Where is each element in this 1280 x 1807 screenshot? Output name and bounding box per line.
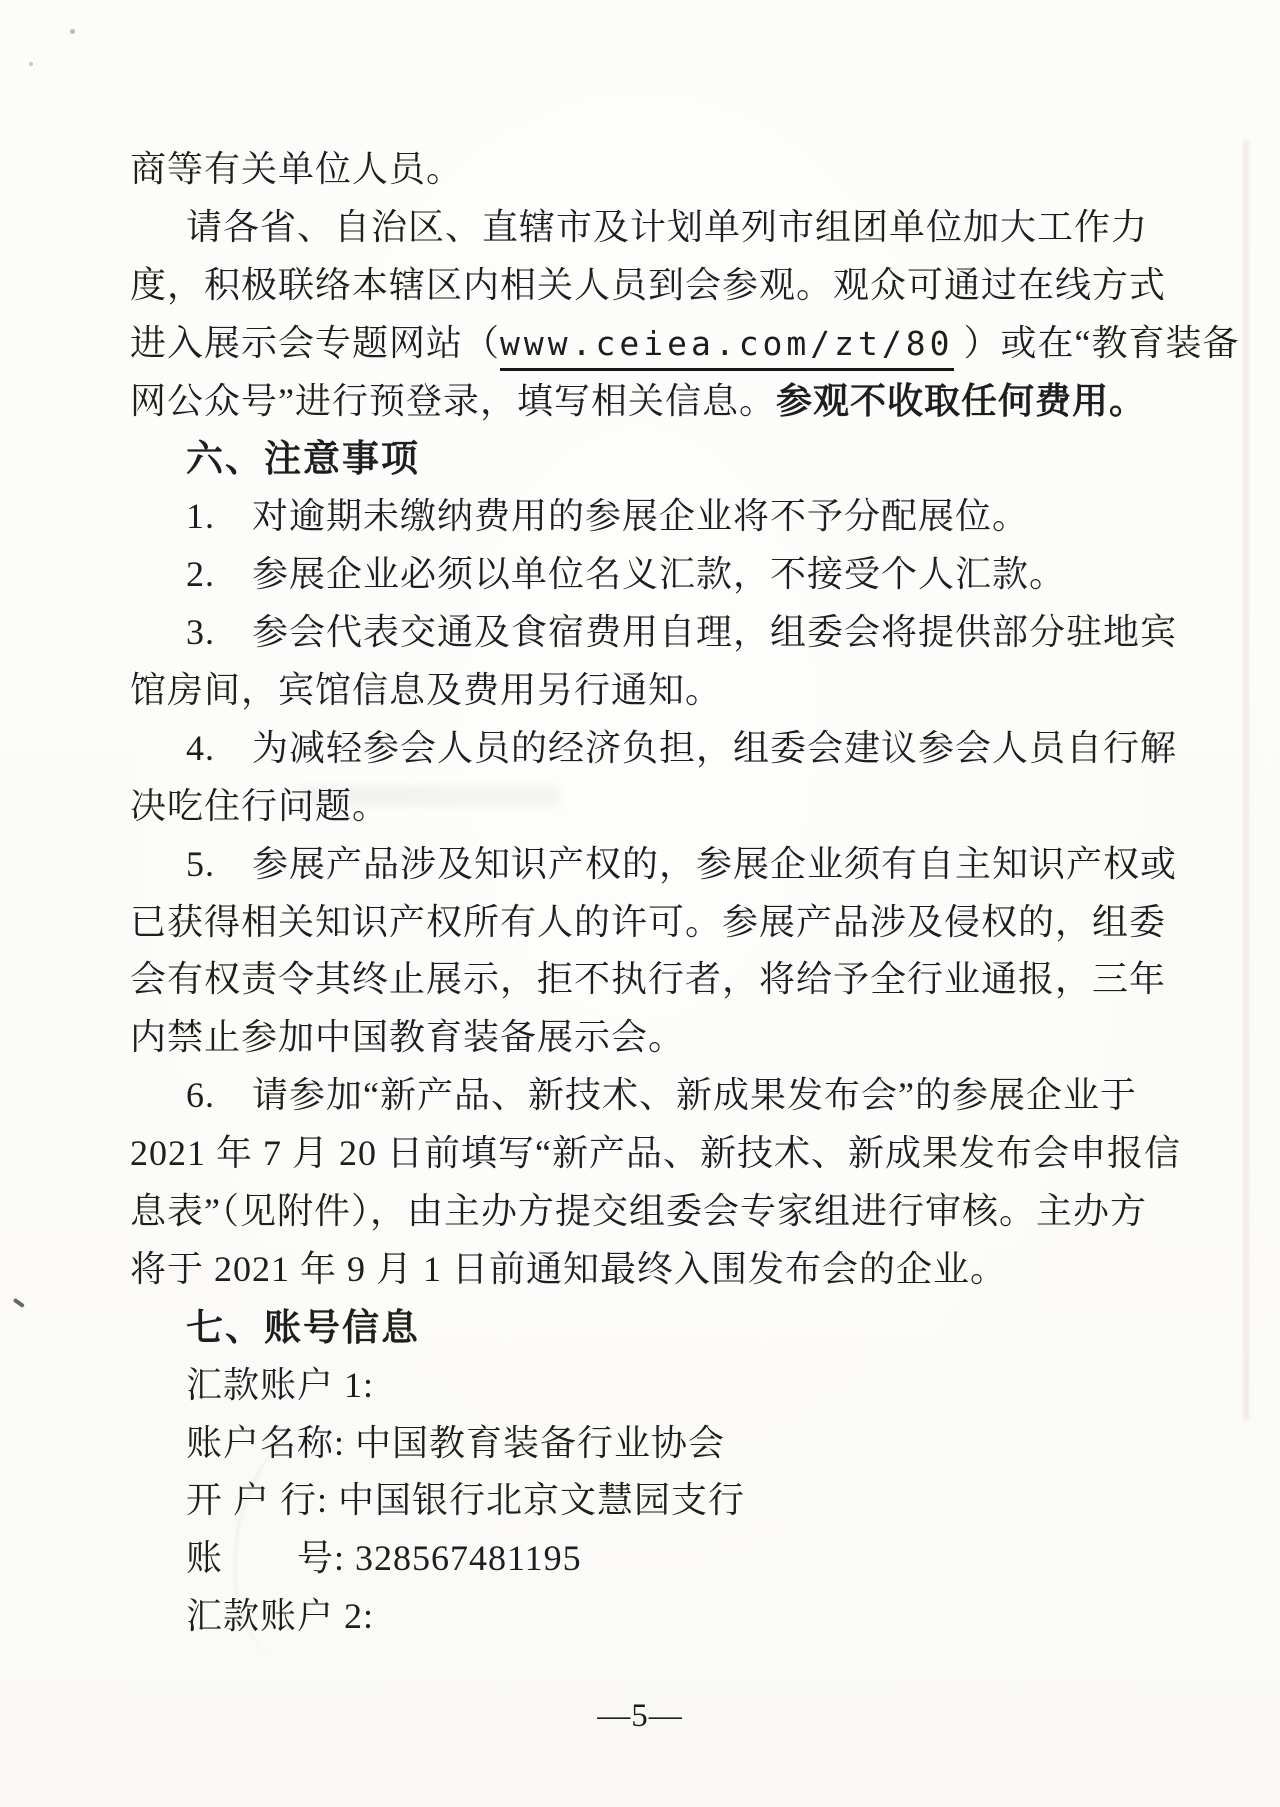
- text-segment: 参观不收取任何费用。: [775, 380, 1146, 421]
- scan-streak: [1243, 140, 1249, 1420]
- text-segment: 内禁止参加中国教育装备展示会。: [130, 1017, 686, 1058]
- text-segment: 请各省、自治区、直辖市及计划单列市组团单位加大工作力: [186, 206, 1149, 247]
- text-line: [130, 1588, 1170, 1646]
- text-line: [130, 778, 1170, 836]
- page-number: —5—: [597, 1698, 683, 1734]
- text-segment: 5. 参展产品涉及知识产权的，参展企业须有自主知识产权或: [186, 843, 1178, 884]
- text-line: [130, 1009, 1170, 1067]
- text-line: [130, 604, 1178, 662]
- text-segment: 进入展示会专题网站（: [130, 322, 501, 363]
- text-segment: 3. 参会代表交通及食宿费用自理，组委会将提供部分驻地宾: [186, 612, 1178, 653]
- document-body: [130, 141, 1240, 1646]
- text-segment: ）或在“教育装备: [953, 322, 1240, 363]
- text-segment: 商等有关单位人员。: [130, 149, 464, 189]
- text-segment: 汇款账户 2:: [186, 1596, 375, 1637]
- text-line: [130, 1067, 1170, 1125]
- text-line: [130, 1125, 1181, 1183]
- text-segment: 决吃住行问题。: [130, 785, 390, 826]
- text-line: [130, 1241, 1170, 1299]
- text-segment: 息表”（见附件），由主办方提交组委会专家组进行审核。主办方: [130, 1191, 1147, 1232]
- text-line: [130, 1530, 1170, 1588]
- text-line: [130, 836, 1178, 894]
- scan-speck: [70, 29, 75, 34]
- margin-tick-mark: [13, 1298, 25, 1308]
- text-line: [130, 199, 1170, 257]
- text-segment: 七、账号信息: [186, 1306, 420, 1348]
- section-heading: [130, 1299, 1170, 1357]
- text-segment: 2. 参展企业必须以单位名义汇款，不接受个人汇款。: [186, 554, 1067, 595]
- text-line: [130, 951, 1170, 1009]
- text-segment: 馆房间，宾馆信息及费用另行通知。: [130, 670, 723, 711]
- text-segment: 账户名称: 中国教育装备行业协会: [186, 1422, 726, 1463]
- text-segment: 汇款账户 1:: [186, 1364, 375, 1405]
- text-line: [130, 546, 1170, 604]
- text-segment: 开 户 行: 中国银行北京文慧园支行: [186, 1480, 746, 1521]
- text-segment: 账 号: 328567481195: [186, 1538, 582, 1579]
- text-line: [130, 662, 1170, 720]
- text-segment: 4. 为减轻参会人员的经济负担，组委会建议参会人员自行解: [186, 727, 1178, 768]
- text-line: [130, 373, 1170, 431]
- section-heading: [130, 430, 1170, 488]
- text-line: [130, 894, 1170, 952]
- text-segment: 1. 对逾期未缴纳费用的参展企业将不予分配展位。: [186, 496, 1030, 537]
- text-line: [130, 488, 1170, 546]
- text-line: [130, 141, 1170, 199]
- text-line: [130, 1357, 1170, 1415]
- text-line: [130, 1183, 1170, 1241]
- text-segment: 6. 请参加“新产品、新技术、新成果发布会”的参展企业于: [186, 1075, 1137, 1116]
- url-text: www.ceiea.com/zt/80: [500, 324, 954, 371]
- text-segment: 六、注意事项: [186, 438, 420, 480]
- scan-speck: [29, 62, 33, 66]
- text-segment: 2021 年 7 月 20 日前填写“新产品、新技术、新成果发布会申报信: [130, 1133, 1181, 1174]
- text-line: [130, 315, 1240, 373]
- text-line: [130, 720, 1178, 778]
- text-line: [130, 1472, 1170, 1530]
- text-line: [130, 1415, 1170, 1473]
- text-line: [130, 257, 1170, 315]
- text-segment: 度，积极联络本辖区内相关人员到会参观。观众可通过在线方式: [130, 264, 1167, 305]
- text-segment: 会有权责令其终止展示，拒不执行者，将给予全行业通报，三年: [130, 959, 1167, 1000]
- text-segment: 已获得相关知识产权所有人的许可。参展产品涉及侵权的，组委: [130, 901, 1167, 942]
- text-segment: 将于 2021 年 9 月 1 日前通知最终入围发布会的企业。: [130, 1248, 1008, 1289]
- text-segment: 网公众号”进行预登录，填写相关信息。: [130, 380, 776, 421]
